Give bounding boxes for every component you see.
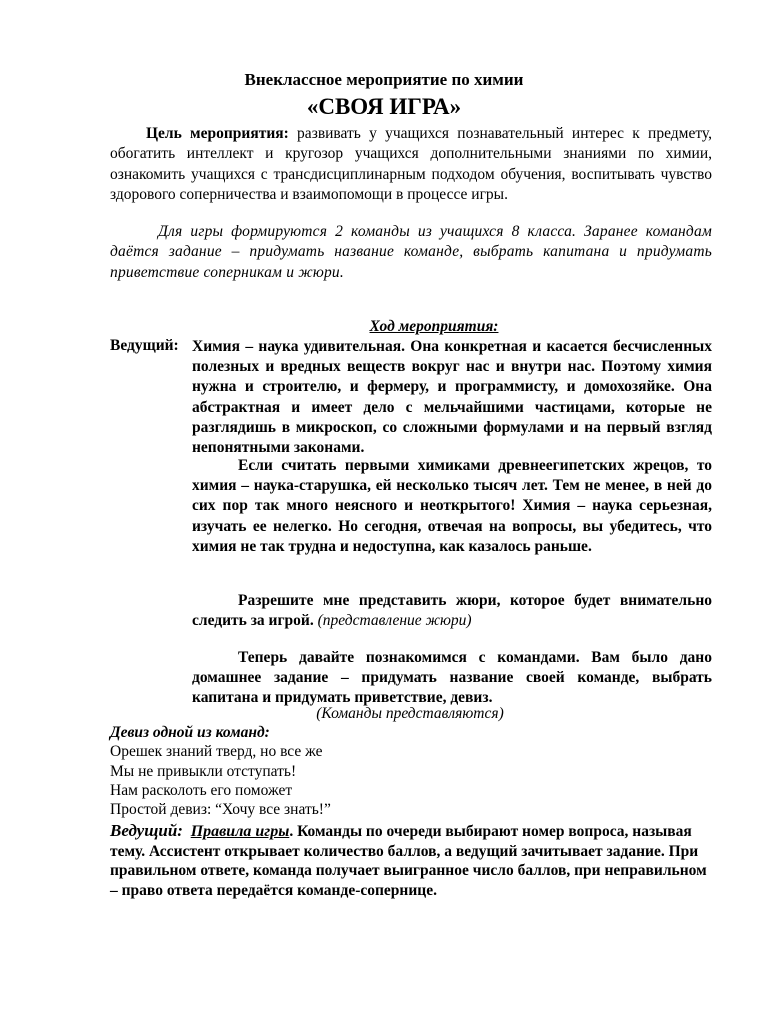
goal-label: Цель мероприятия: [146,125,289,142]
host-paragraph-1: Химия – наука удивительная. Она конкретная и касается бесчисленных полезных и вредных веществ вокруг нас и внутри нас. Поэтому химия нужна и строителю, и фермеру, и программисту, и домохозяйке. Она абстрактная и имеет дело с мельчайшими частицами, которые не разглядишь в микроскоп, со сложными формулами и на первый взгляд непонятными законами. [192,338,712,457]
rules-host-label: Ведущий: [110,821,183,840]
host-paragraph-4-text: Теперь давайте познакомимся с командами. Вам было дано домашнее задание – придумать название своей команде, выбрать капитана и придумать приветствие, девиз. [192,649,712,707]
host-paragraph-3 [192,591,712,631]
host-paragraph-2 [192,456,712,557]
host-paragraph-3-text: Разрешите мне представить жюри, которое будет внимательно следить за игрой. [192,592,712,630]
rules-paragraph [110,821,712,900]
goal-text: развивать у учащихся познавательный интерес к предмету, обогатить интеллект и кругозор учащихся дополнительными знаниями по химии, ознакомить учащихся с трансдисциплинарным подходом обучения, воспитывать чувство здорового соперничества и взаимопомощи в процессе игры. [110,125,712,204]
motto-line: Нам расколоть его поможет [110,782,293,799]
jury-remark: (представление жюри) [317,612,472,630]
rules-label: Правила игры [190,823,290,840]
rules-text: . Команды по очереди выбирают номер вопроса, называя тему. Ассистент открывает количество баллов, а ведущий зачитывает задание. При правильном ответе, команда получает выигранное число баллов, при неправильном – право ответа передаётся команде-сопернице. [110,823,707,899]
progress-heading: Ход мероприятия: [369,318,499,335]
host-paragraph-2-text: Если считать первыми химиками древнеегипетских жрецов, то химия – наука-старушка, ей несколько тысяч лет. Тем не менее, в ней до сих пор так много неясного и неоткрытого! Химия – наука серьезная, изучать ее нелегко. Но сегодня, отвечая на вопросы, вы убедитесь, что химия не так трудна и недоступна, как казалось раньше. [192,457,712,555]
motto-heading: Девиз одной из команд: [110,724,270,741]
goal-paragraph [110,124,712,206]
formation-paragraph [110,222,712,283]
formation-text: Для игры формируются 2 команды из учащихся 8 класса. Заранее командам даётся задание – придумать название команде, выбрать капитана и придумать приветствие соперникам и жюри. [110,223,712,281]
document-subtitle: Внеклассное мероприятие по химии [244,70,524,89]
document-title: «СВОЯ ИГРА» [306,94,462,119]
host-label: Ведущий: [110,337,179,354]
motto-line: Мы не привыкли отступать! [110,763,297,780]
motto-line: Простой девиз: “Хочу все знать!” [110,801,331,818]
motto-line: Орешек знаний тверд, но все же [110,743,323,760]
host-paragraph-4 [192,648,712,709]
teams-remark: (Команды представляются) [316,705,504,722]
